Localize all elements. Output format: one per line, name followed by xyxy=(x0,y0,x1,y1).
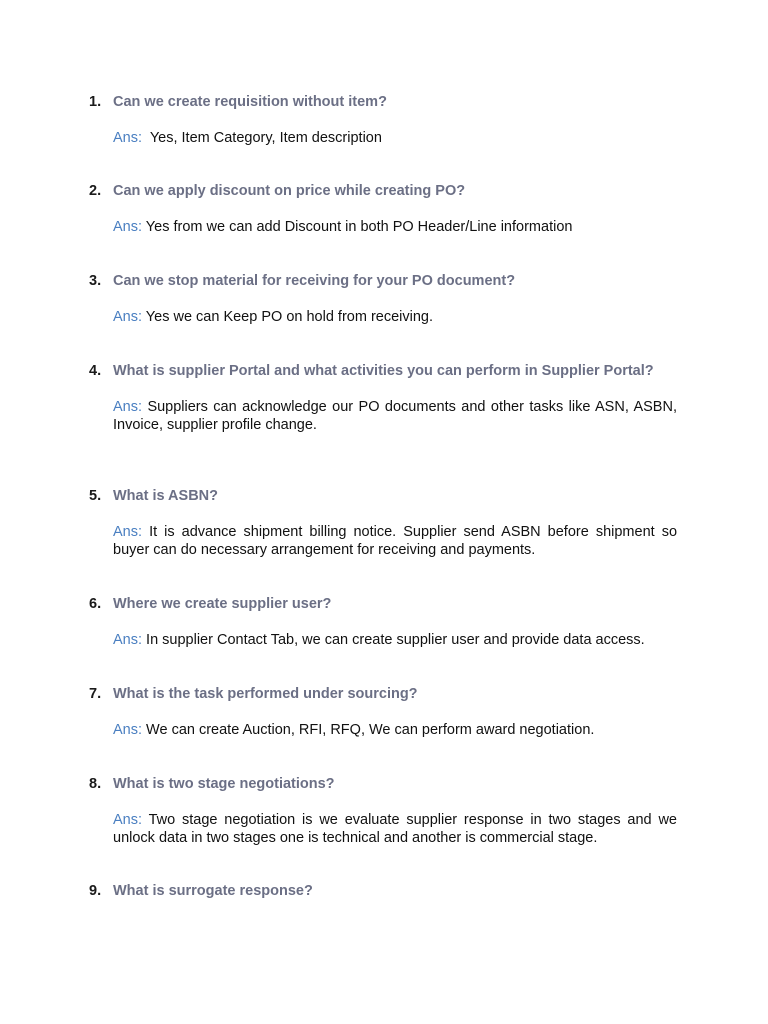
question-number: 9. xyxy=(89,883,102,899)
question-row xyxy=(89,93,677,111)
question-row xyxy=(89,272,677,290)
qa-item-8 xyxy=(0,775,768,847)
question-row xyxy=(89,362,677,380)
qa-item-1 xyxy=(0,93,768,147)
answer-text: Suppliers can acknowledge our PO documents and other tasks like ASN, ASBN, Invoice, supplier profile change. xyxy=(113,399,677,433)
answer-label: Ans: xyxy=(113,632,143,648)
answer-text: Two stage negotiation is we evaluate supplier response in two stages and we unlock data in two stages one is technical and another is commercial stage. xyxy=(113,812,677,846)
question-row xyxy=(89,775,677,793)
qa-item-3 xyxy=(0,272,768,326)
qa-item-2 xyxy=(0,182,768,236)
question-text: What is supplier Portal and what activities you can perform in Supplier Portal? xyxy=(113,363,654,379)
qa-item-7 xyxy=(0,685,768,739)
answer-text: Yes, Item Category, Item description xyxy=(146,130,382,146)
question-number: 6. xyxy=(89,596,102,612)
answer-paragraph xyxy=(113,631,677,649)
qa-item-9 xyxy=(0,882,768,900)
answer-paragraph xyxy=(113,129,677,147)
question-number: 8. xyxy=(89,776,102,792)
answer-paragraph xyxy=(113,398,677,434)
answer-text: It is advance shipment billing notice. Supplier send ASBN before shipment so buyer can do necessary arrangement for receiving and payments. xyxy=(113,524,678,558)
qa-item-4 xyxy=(0,362,768,434)
answer-paragraph xyxy=(113,218,677,236)
question-row xyxy=(89,595,677,613)
question-text: Can we apply discount on price while creating PO? xyxy=(113,183,466,199)
answer-paragraph xyxy=(113,721,677,739)
question-row xyxy=(89,685,677,703)
question-number: 3. xyxy=(89,273,102,289)
answer-label: Ans: xyxy=(113,399,143,415)
answer-label: Ans: xyxy=(113,812,143,828)
qa-item-5 xyxy=(0,487,768,559)
answer-paragraph xyxy=(113,811,677,847)
answer-label: Ans: xyxy=(113,130,143,146)
answer-paragraph xyxy=(113,523,677,559)
answer-text: In supplier Contact Tab, we can create supplier user and provide data access. xyxy=(146,632,645,648)
answer-label: Ans: xyxy=(113,309,143,325)
question-row xyxy=(89,182,677,200)
answer-label: Ans: xyxy=(113,722,143,738)
question-text: What is two stage negotiations? xyxy=(113,776,335,792)
question-text: Can we stop material for receiving for your PO document? xyxy=(113,273,516,289)
question-number: 1. xyxy=(89,94,102,110)
question-number: 7. xyxy=(89,686,102,702)
question-number: 5. xyxy=(89,488,102,504)
question-text: Can we create requisition without item? xyxy=(113,94,387,110)
answer-text: Yes we can Keep PO on hold from receiving. xyxy=(145,309,434,325)
answer-text: We can create Auction, RFI, RFQ, We can perform award negotiation. xyxy=(146,722,595,738)
question-text: What is ASBN? xyxy=(113,488,218,504)
answer-label: Ans: xyxy=(113,524,143,540)
question-row xyxy=(89,487,677,505)
qa-item-6 xyxy=(0,595,768,649)
question-text: Where we create supplier user? xyxy=(113,596,332,612)
question-row xyxy=(89,882,677,900)
question-number: 4. xyxy=(89,363,102,379)
answer-paragraph xyxy=(113,308,677,326)
question-text: What is the task performed under sourcing? xyxy=(113,686,418,702)
answer-text: Yes from we can add Discount in both PO Header/Line information xyxy=(145,219,573,235)
question-text: What is surrogate response? xyxy=(113,883,313,899)
question-number: 2. xyxy=(89,183,102,199)
answer-label: Ans: xyxy=(113,219,143,235)
